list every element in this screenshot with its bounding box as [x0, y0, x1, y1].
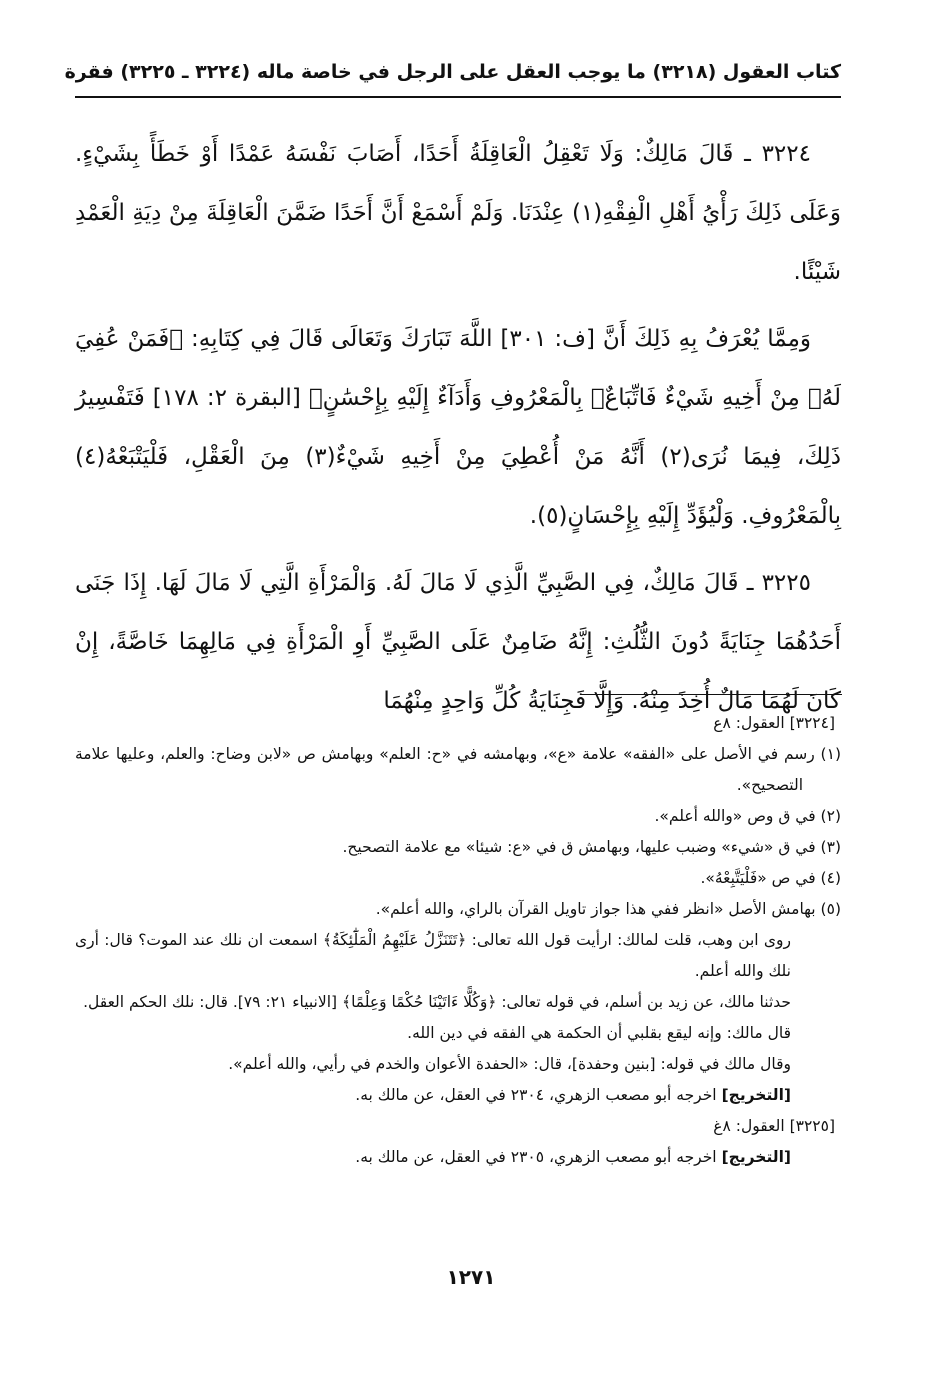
footnote-5: (٥) بهامش الأصل «انظر ففي هذا جواز تاويل القرآن بالراي، والله أعلم».	[375, 900, 841, 918]
reference-3225: [٣٢٢٥] العقول: ٨غ	[713, 1117, 835, 1135]
footnote-5-zaid: حدثنا مالك، عن زيد بن أسلم، في قوله تعالى: ﴿وَكُلًّا ءَاتَيْنَا حُكْمًا وَعِلْمًا﴾ [الانبياء ٢١: ٧٩]. قال: نلك الحكم العقل.	[83, 993, 791, 1011]
takhrij-3225-text: اخرجه أبو مصعب الزهري، ٢٣٠٥ في العقل، عن مالك به.	[355, 1148, 717, 1166]
page-number: ١٢٧١	[446, 1265, 496, 1289]
takhrij-3224-text: اخرجه أبو مصعب الزهري، ٢٣٠٤ في العقل، عن مالك به.	[355, 1086, 717, 1104]
footnote-5-malik-hikma: قال مالك: وإنه ليقع بقلبي أن الحكمة هي الفقه في دين الله.	[407, 1024, 791, 1042]
header-divider	[75, 96, 841, 98]
takhrij-label: [التخريج]	[721, 1086, 791, 1104]
paragraph-quran-explanation: وَمِمَّا يُعْرَفُ بِهِ ذَلِكَ أَنَّ [ف: ٣٠١] اللَّهَ تَبَارَكَ وَتَعَالَى قَالَ فِي كِتَابِهِ: ﴿فَمَنْ عُفِيَ لَهُۥ مِنْ أَخِيهِ شَيْءٌ فَاتِّبَاعٌۢ بِالْمَعْرُوفِ وَأَدَآءٌ إِلَيْهِ بِإِحْسَٰنٍ﴾ [البقرة ٢: ١٧٨] فَتَفْسِيرُ ذَلِكَ، فِيمَا نُرَى(٢) أَنَّهُ مَنْ أُعْطِيَ مِنْ أَخِيهِ شَيْءٌ(٣) مِنَ الْعَقْلِ، فَلْيَتْبَعْهُ(٤) بِالْمَعْرُوفِ. وَلْيُؤَدِّ إِلَيْهِ بِإِحْسَانٍ(٥).	[75, 326, 841, 529]
footnotes-section	[75, 708, 843, 1173]
running-header: كتاب العقول (٣٢١٨) ما يوجب العقل على الرجل في خاصة ماله (٣٢٢٤ ـ ٣٢٢٥) فقرة	[64, 61, 841, 83]
footnote-5-hafada: وقال مالك في قوله: [بنين وحفدة]، قال: «الحفدة الأعوان والخدم في رأيي، والله أعلم».	[228, 1055, 791, 1073]
takhrij-3225	[75, 1142, 843, 1173]
main-text	[75, 125, 841, 739]
footnote-2: (٢) في ق وص «والله أعلم».	[654, 807, 841, 825]
takhrij-label: [التخريج]	[721, 1148, 791, 1166]
footnote-4: (٤) في ص «فَلْيَتَّبِعْهُ».	[700, 869, 841, 887]
footnote-5-ibn-wahb: روى ابن وهب، قلت لمالك: ارأيت قول الله تعالى: ﴿تَتَنَزَّلُ عَلَيْهِمُ الْمَلَٰٓئِكَةُ﴾ اسمعت ان نلك عند الموت؟ قال: أرى نلك والله أعلم.	[75, 931, 791, 980]
footnote-3: (٣) في ق «شيء» وضبب عليها، وبهامش ق في «ع: شيئا» مع علامة التصحيح.	[342, 838, 841, 856]
paragraph-3224: ٣٢٢٤ ـ قَالَ مَالِكٌ: وَلَا تَعْقِلُ الْعَاقِلَةُ أَحَدًا، أَصَابَ نَفْسَهُ عَمْدًا أَوْ خَطَأً بِشَيْءٍ. وَعَلَى ذَلِكَ رَأْيُ أَهْلِ الْفِقْهِ(١) عِنْدَنَا. وَلَمْ أَسْمَعْ أَنَّ أَحَدًا ضَمَّنَ الْعَاقِلَةَ مِنْ دِيَةِ الْعَمْدِ شَيْئًا.	[75, 141, 841, 285]
reference-3224: [٣٢٢٤] العقول: ٨ع	[713, 714, 835, 732]
paragraph-3225: ٣٢٢٥ ـ قَالَ مَالِكٌ، فِي الصَّبِيِّ الَّذِي لَا مَالَ لَهُ. وَالْمَرْأَةِ الَّتِي لَا مَالَ لَهَا. إِذَا جَنَى أَحَدُهُمَا جِنَايَةً دُونَ الثُّلُثِ: إِنَّهُ ضَامِنٌ عَلَى الصَّبِيِّ أَوِ الْمَرْأَةِ فِي مَالِهِمَا خَاصَّةً، إِنْ كَانَ لَهُمَا مَالٌ أُخِذَ مِنْهُ. وَإِلَّا فَجِنَايَةُ كُلِّ وَاحِدٍ مِنْهُمَا	[75, 570, 841, 714]
takhrij-3224	[75, 1080, 843, 1111]
footnote-divider	[580, 694, 842, 695]
footnote-1: (١) رسم في الأصل على «الفقه» علامة «ع»، وبهامشه في «ح: العلم» وبهامش ص «لابن وضاح: والعلم، وعليها علامة التصحيح».	[75, 745, 841, 794]
